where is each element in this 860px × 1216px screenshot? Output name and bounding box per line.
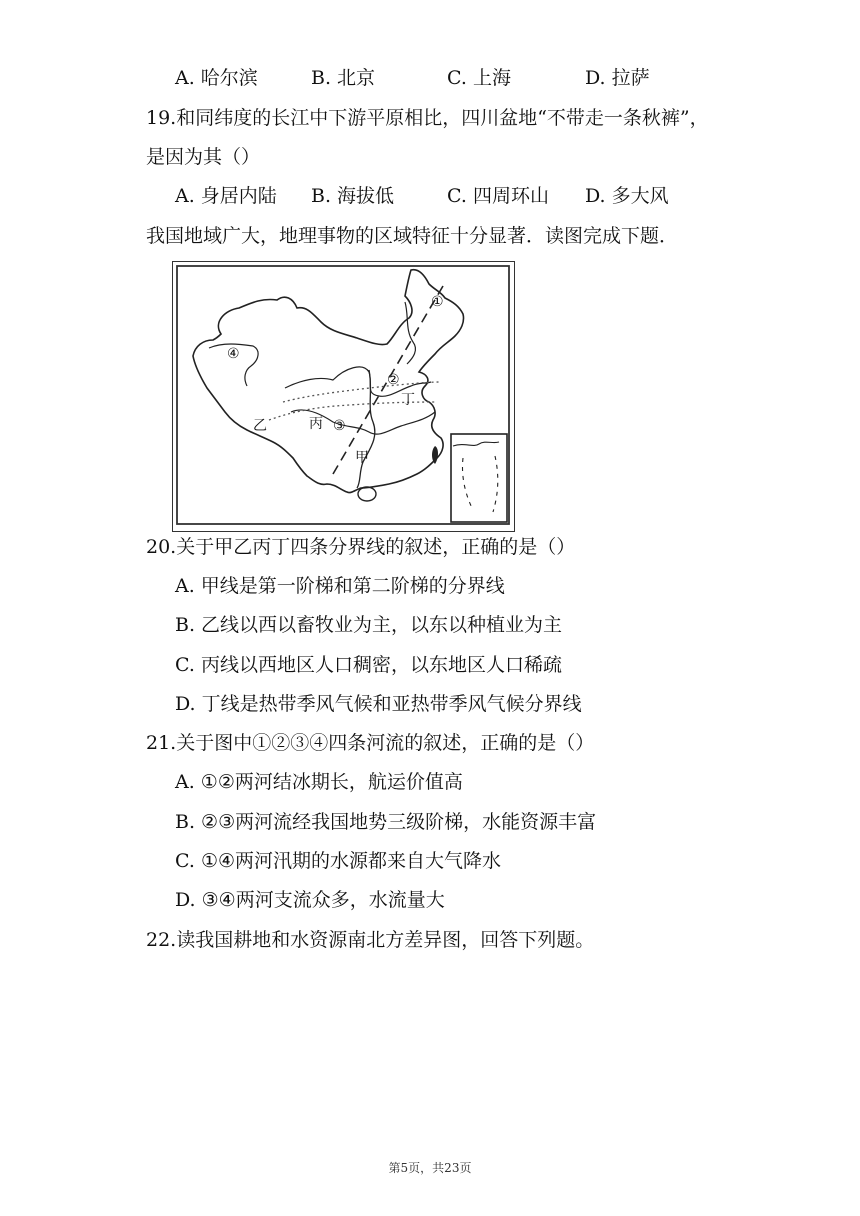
q21-option-a: A. ①②两河结冰期长，航运价值高	[175, 771, 463, 793]
map-label-yi: 乙	[253, 418, 267, 434]
hainan-island	[358, 487, 376, 501]
q20-stem: 20.关于甲乙丙丁四条分界线的叙述，正确的是（）	[146, 536, 576, 558]
q21-option-b: B. ②③两河流经我国地势三级阶梯，水能资源丰富	[175, 811, 597, 833]
q20-option-b: B. 乙线以西以畜牧业为主，以东以种植业为主	[175, 614, 563, 636]
river-1	[405, 302, 415, 364]
map-label-bing: 丙	[309, 416, 323, 432]
map-label-r1: ①	[431, 294, 444, 310]
q21-option-c: C. ①④两河汛期的水源都来自大气降水	[175, 850, 502, 872]
map-label-ding: 丁	[401, 392, 415, 408]
q20-option-d: D. 丁线是热带季风气候和亚热带季风气候分界线	[175, 693, 582, 715]
q19-option-b: B. 海拔低	[311, 185, 395, 207]
q18-option-d: D. 拉萨	[585, 67, 650, 89]
dotted-boundary-ding	[283, 382, 441, 402]
q20-option-c: C. 丙线以西地区人口稠密，以东地区人口稀疏	[175, 654, 562, 676]
q19-option-a: A. 身居内陆	[175, 185, 277, 207]
page-footer: 第5页，共23页	[388, 1161, 472, 1175]
south-china-sea-inset	[451, 434, 507, 522]
q19-option-c: C. 四周环山	[447, 185, 549, 207]
map-label-r2: ②	[387, 372, 400, 388]
china-map-svg	[173, 262, 513, 530]
q18-option-b: B. 北京	[311, 67, 376, 89]
map-label-r3: ③	[333, 418, 346, 434]
china-map-figure	[172, 261, 515, 532]
map-label-jia: 甲	[355, 450, 369, 466]
q18-option-c: C. 上海	[447, 67, 511, 89]
map-label-r4: ④	[227, 346, 240, 362]
q19-stem-line2: 是因为其（）	[146, 146, 261, 168]
q21-stem: 21.关于图中①②③④四条河流的叙述，正确的是（）	[146, 732, 595, 754]
q19-option-d: D. 多大风	[585, 185, 669, 207]
q19-stem-line1: 19.和同纬度的长江中下游平原相比，四川盆地“不带走一条秋裤”，	[146, 107, 709, 129]
section-intro: 我国地域广大，地理事物的区域特征十分显著．读图完成下题．	[146, 225, 679, 247]
china-outline	[193, 270, 464, 493]
q21-option-d: D. ③④两河支流众多，水流量大	[175, 889, 445, 911]
q22-stem: 22.读我国耕地和水资源南北方差异图，回答下列题。	[146, 929, 595, 951]
q18-option-a: A. 哈尔滨	[175, 67, 258, 89]
q20-option-a: A. 甲线是第一阶梯和第二阶梯的分界线	[175, 575, 505, 597]
